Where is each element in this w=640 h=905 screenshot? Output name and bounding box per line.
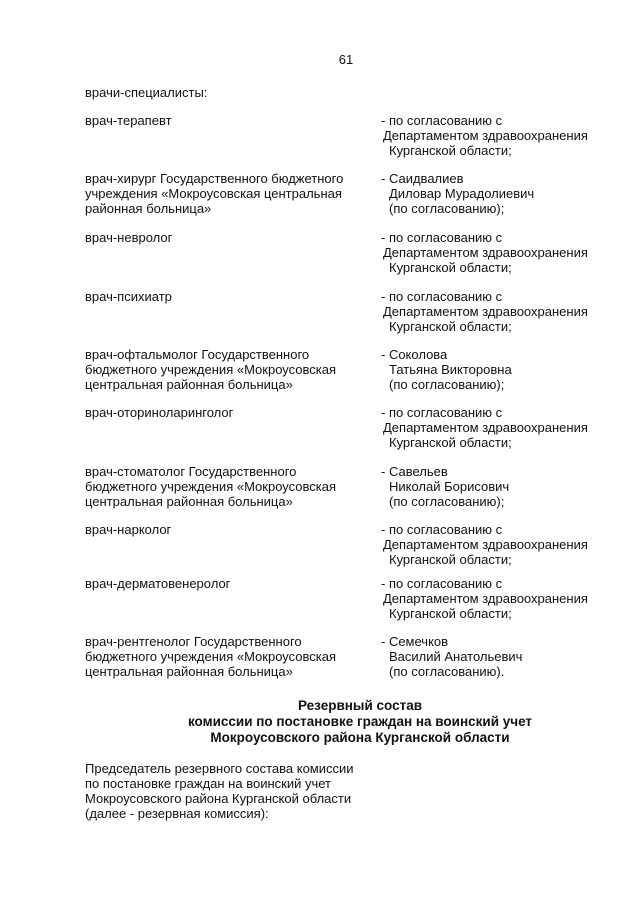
assignee-cell <box>381 405 621 450</box>
role-line: бюджетного учреждения «Мокроусовская <box>85 649 337 664</box>
role-line: врач-рентгенолог Государственного <box>85 634 302 649</box>
assignee-cell <box>381 113 621 158</box>
role-cell <box>85 347 365 392</box>
role-cell <box>85 171 365 216</box>
assignee-line: Курганской области; <box>389 319 512 334</box>
reserve-title-line: комиссии по постановке граждан на воинский учет <box>187 714 533 729</box>
role-line: бюджетного учреждения «Мокроусовская <box>85 479 337 494</box>
assignee-line: Курганской области; <box>389 435 512 450</box>
assignee-line: - по согласованию с <box>381 230 503 245</box>
reserve-title-line: Резервный состав <box>298 698 422 713</box>
role-line: врач-терапевт <box>85 113 172 128</box>
assignee-line: Департаментом здравоохранения <box>383 591 588 606</box>
role-cell <box>85 464 365 509</box>
role-cell <box>85 289 365 304</box>
assignee-line: Курганской области; <box>389 143 512 158</box>
assignee-line: Департаментом здравоохранения <box>383 420 588 435</box>
role-cell <box>85 405 365 420</box>
role-cell <box>85 113 365 128</box>
assignee-line: - Савельев <box>381 464 448 479</box>
chair-line: по постановке граждан на воинский учет <box>85 776 331 791</box>
assignee-line: (по согласованию); <box>389 201 505 216</box>
role-line: врач-нарколог <box>85 522 172 537</box>
assignee-line: Департаментом здравоохранения <box>383 128 588 143</box>
assignee-line: - Семечков <box>381 634 449 649</box>
assignee-line: Василий Анатольевич <box>389 649 523 664</box>
assignee-line: - по согласованию с <box>381 576 503 591</box>
assignee-line: - по согласованию с <box>381 113 503 128</box>
role-line: врач-невролог <box>85 230 173 245</box>
role-line: врач-стоматолог Государственного <box>85 464 297 479</box>
role-cell <box>85 522 365 537</box>
assignee-cell <box>381 230 621 275</box>
assignee-cell <box>381 289 621 334</box>
role-line: врач-оториноларинголог <box>85 405 234 420</box>
assignee-line: (по согласованию); <box>389 494 505 509</box>
role-line: врач-психиатр <box>85 289 172 304</box>
assignee-line: (по согласованию). <box>389 664 505 679</box>
role-line: врач-офтальмолог Государственного <box>85 347 310 362</box>
assignee-line: - Саидвалиев <box>381 171 464 186</box>
page-number: 61 <box>338 52 354 67</box>
assignee-line: Департаментом здравоохранения <box>383 245 588 260</box>
reserve-title-line: Мокроусовского района Курганской области <box>210 730 510 745</box>
chair-block <box>85 761 405 821</box>
role-line: учреждения «Мокроусовская центральная <box>85 186 342 201</box>
role-cell <box>85 576 365 591</box>
chair-line: (далее - резервная комиссия): <box>85 806 269 821</box>
assignee-line: Курганской области; <box>389 260 512 275</box>
assignee-line: Департаментом здравоохранения <box>383 537 588 552</box>
section-heading: врачи-специалисты: <box>85 85 208 100</box>
role-line: врач-дерматовенеролог <box>85 576 231 591</box>
assignee-line: - по согласованию с <box>381 405 503 420</box>
assignee-cell <box>381 171 621 216</box>
role-cell <box>85 634 365 679</box>
chair-line: Председатель резервного состава комиссии <box>85 761 354 776</box>
assignee-line: Курганской области; <box>389 552 512 567</box>
assignee-line: (по согласованию); <box>389 377 505 392</box>
role-line: районная больница» <box>85 201 212 216</box>
role-line: центральная районная больница» <box>85 664 293 679</box>
role-cell <box>85 230 365 245</box>
role-line: врач-хирург Государственного бюджетного <box>85 171 344 186</box>
assignee-line: Курганской области; <box>389 606 512 621</box>
assignee-cell <box>381 347 621 392</box>
assignee-cell <box>381 464 621 509</box>
assignee-cell <box>381 634 621 679</box>
role-line: центральная районная больница» <box>85 494 293 509</box>
assignee-line: Департаментом здравоохранения <box>383 304 588 319</box>
assignee-line: - Соколова <box>381 347 448 362</box>
chair-line: Мокроусовского района Курганской области <box>85 791 352 806</box>
assignee-cell <box>381 522 621 567</box>
assignee-line: Николай Борисович <box>389 479 510 494</box>
assignee-line: Татьяна Викторовна <box>389 362 512 377</box>
role-line: бюджетного учреждения «Мокроусовская <box>85 362 337 377</box>
assignee-line: - по согласованию с <box>381 522 503 537</box>
role-line: центральная районная больница» <box>85 377 293 392</box>
assignee-line: Диловар Мурадолиевич <box>389 186 535 201</box>
assignee-line: - по согласованию с <box>381 289 503 304</box>
assignee-cell <box>381 576 621 621</box>
